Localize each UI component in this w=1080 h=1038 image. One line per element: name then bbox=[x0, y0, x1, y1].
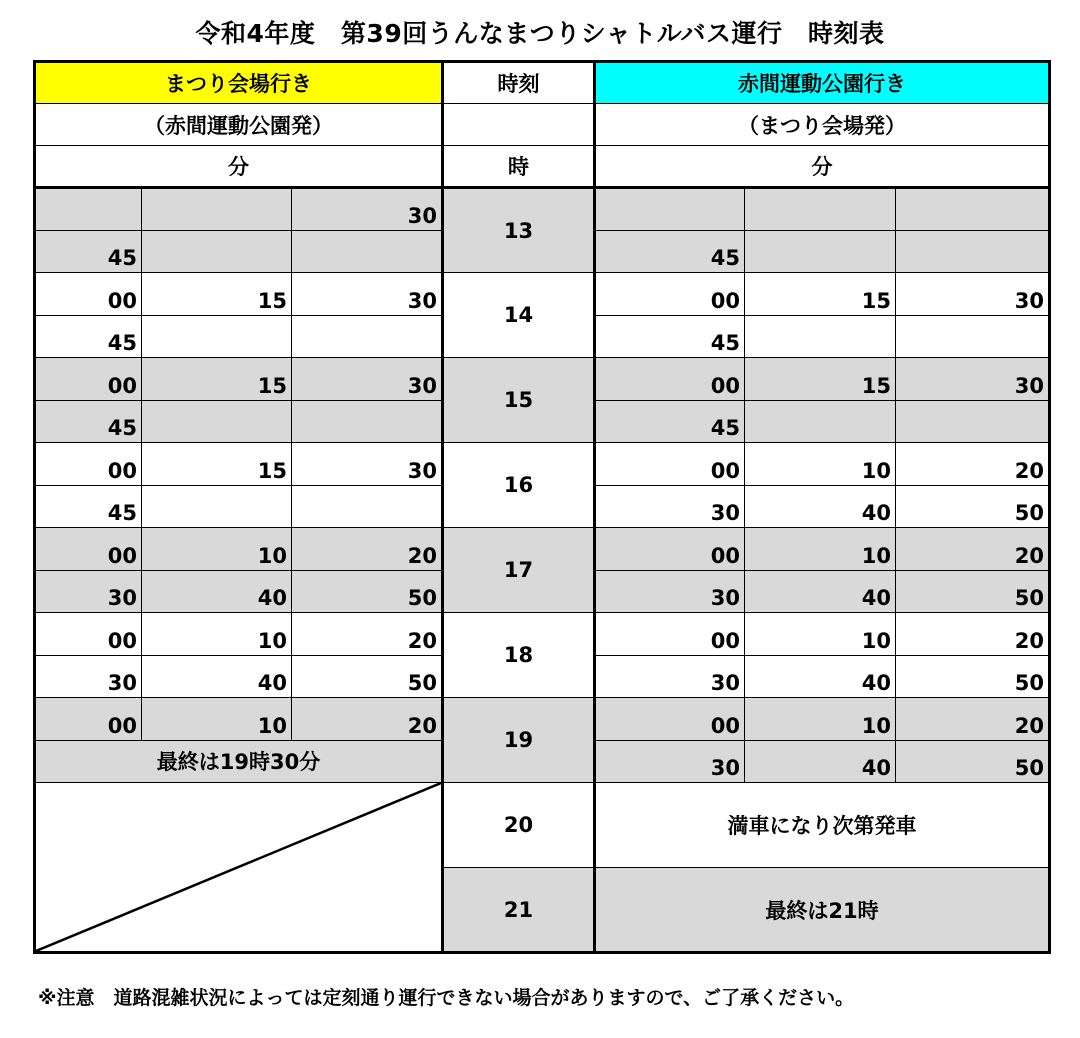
right-minute-cell: 40 bbox=[745, 570, 896, 613]
left-minute-cell bbox=[142, 230, 292, 273]
left-minute-cell: 30 bbox=[35, 570, 142, 613]
table-row bbox=[35, 613, 1050, 656]
left-minute-cell bbox=[142, 485, 292, 528]
header-right-minute: 分 bbox=[595, 146, 1050, 188]
left-minute-cell: 00 bbox=[35, 273, 142, 316]
right-minute-cell bbox=[745, 315, 896, 358]
right-minute-cell bbox=[896, 188, 1050, 231]
left-minute-cell: 10 bbox=[142, 528, 292, 571]
hour-cell: 13 bbox=[443, 188, 595, 273]
left-minute-cell: 30 bbox=[292, 358, 443, 401]
left-minute-cell bbox=[292, 230, 443, 273]
left-minute-cell: 20 bbox=[292, 528, 443, 571]
left-minute-cell bbox=[292, 485, 443, 528]
left-minute-cell: 10 bbox=[142, 613, 292, 656]
left-minute-cell bbox=[142, 315, 292, 358]
right-minute-cell: 45 bbox=[595, 400, 745, 443]
right-minute-cell: 30 bbox=[896, 273, 1050, 316]
right-minute-cell: 30 bbox=[595, 570, 745, 613]
left-minute-cell: 15 bbox=[142, 443, 292, 486]
left-minute-cell: 00 bbox=[35, 613, 142, 656]
left-minute-cell: 00 bbox=[35, 358, 142, 401]
header-hour: 時 bbox=[443, 146, 595, 188]
left-last-bus-note: 最終は19時30分 bbox=[35, 740, 443, 783]
left-minute-cell: 45 bbox=[35, 315, 142, 358]
left-minute-cell: 50 bbox=[292, 655, 443, 698]
table-row bbox=[35, 273, 1050, 316]
right-minute-cell: 20 bbox=[896, 613, 1050, 656]
header-left-origin: （赤間運動公園発） bbox=[35, 104, 443, 146]
table-row bbox=[35, 443, 1050, 486]
right-minute-cell: 50 bbox=[896, 570, 1050, 613]
left-minute-cell: 00 bbox=[35, 443, 142, 486]
hour-cell: 17 bbox=[443, 528, 595, 613]
right-minute-cell: 10 bbox=[745, 528, 896, 571]
page-title: 令和4年度 第39回うんなまつりシャトルバス運行 時刻表 bbox=[195, 19, 885, 48]
left-minute-cell: 20 bbox=[292, 613, 443, 656]
left-minute-cell bbox=[292, 315, 443, 358]
left-minute-cell: 10 bbox=[142, 698, 292, 741]
right-minute-cell: 30 bbox=[896, 358, 1050, 401]
right-minute-cell: 40 bbox=[745, 655, 896, 698]
left-minute-cell bbox=[35, 188, 142, 231]
right-minute-cell bbox=[745, 188, 896, 231]
right-minute-cell: 00 bbox=[595, 273, 745, 316]
right-minute-cell: 00 bbox=[595, 358, 745, 401]
right-minute-cell bbox=[896, 315, 1050, 358]
hour-cell: 18 bbox=[443, 613, 595, 698]
right-status-note: 最終は21時 bbox=[595, 868, 1050, 953]
header-right-destination: 赤間運動公園行き bbox=[595, 62, 1050, 104]
right-minute-cell: 45 bbox=[595, 230, 745, 273]
right-minute-cell: 00 bbox=[595, 698, 745, 741]
hour-cell: 14 bbox=[443, 273, 595, 358]
left-minute-cell: 30 bbox=[35, 655, 142, 698]
table-row bbox=[35, 698, 1050, 741]
right-minute-cell: 30 bbox=[595, 655, 745, 698]
right-minute-cell: 50 bbox=[896, 655, 1050, 698]
right-minute-cell: 20 bbox=[896, 698, 1050, 741]
header-time-blank bbox=[443, 104, 595, 146]
left-minute-cell: 20 bbox=[292, 698, 443, 741]
left-minute-cell bbox=[142, 188, 292, 231]
right-minute-cell: 15 bbox=[745, 273, 896, 316]
left-minute-cell: 00 bbox=[35, 698, 142, 741]
left-minute-cell: 30 bbox=[292, 273, 443, 316]
right-minute-cell bbox=[745, 230, 896, 273]
left-minute-cell: 40 bbox=[142, 570, 292, 613]
left-minute-cell: 30 bbox=[292, 188, 443, 231]
header-left-destination: まつり会場行き bbox=[35, 62, 443, 104]
right-minute-cell bbox=[595, 188, 745, 231]
right-minute-cell bbox=[896, 400, 1050, 443]
header-time: 時刻 bbox=[443, 62, 595, 104]
left-minute-cell: 15 bbox=[142, 273, 292, 316]
right-minute-cell: 30 bbox=[595, 485, 745, 528]
right-minute-cell: 10 bbox=[745, 443, 896, 486]
right-minute-cell: 00 bbox=[595, 528, 745, 571]
blank-diagonal-cell bbox=[35, 783, 443, 953]
left-minute-cell: 45 bbox=[35, 230, 142, 273]
header-right-origin: （まつり会場発） bbox=[595, 104, 1050, 146]
right-minute-cell: 40 bbox=[745, 485, 896, 528]
timetable bbox=[33, 60, 1051, 954]
left-minute-cell: 30 bbox=[292, 443, 443, 486]
footer-note: ※注意 道路混雑状況によっては定刻通り運行できない場合がありますので、ご了承ください。 bbox=[38, 987, 855, 1009]
left-minute-cell: 45 bbox=[35, 485, 142, 528]
left-minute-cell: 40 bbox=[142, 655, 292, 698]
right-minute-cell: 00 bbox=[595, 613, 745, 656]
hour-cell: 16 bbox=[443, 443, 595, 528]
right-minute-cell: 00 bbox=[595, 443, 745, 486]
right-minute-cell: 50 bbox=[896, 740, 1050, 783]
right-minute-cell: 45 bbox=[595, 315, 745, 358]
right-minute-cell: 10 bbox=[745, 698, 896, 741]
right-minute-cell: 10 bbox=[745, 613, 896, 656]
hour-cell: 15 bbox=[443, 358, 595, 443]
header-left-minute: 分 bbox=[35, 146, 443, 188]
left-minute-cell: 50 bbox=[292, 570, 443, 613]
hour-cell: 19 bbox=[443, 698, 595, 783]
right-minute-cell: 20 bbox=[896, 528, 1050, 571]
right-status-note: 満車になり次第発車 bbox=[595, 783, 1050, 868]
table-row bbox=[35, 358, 1050, 401]
right-minute-cell bbox=[745, 400, 896, 443]
diagonal-line bbox=[36, 783, 441, 951]
right-minute-cell: 50 bbox=[896, 485, 1050, 528]
left-minute-cell: 45 bbox=[35, 400, 142, 443]
hour-cell: 21 bbox=[443, 868, 595, 953]
table-row bbox=[35, 188, 1050, 231]
left-minute-cell bbox=[292, 400, 443, 443]
right-minute-cell bbox=[896, 230, 1050, 273]
right-minute-cell: 15 bbox=[745, 358, 896, 401]
right-minute-cell: 30 bbox=[595, 740, 745, 783]
table-row bbox=[35, 528, 1050, 571]
left-minute-cell: 00 bbox=[35, 528, 142, 571]
left-minute-cell: 15 bbox=[142, 358, 292, 401]
table-row bbox=[35, 783, 1050, 868]
right-minute-cell: 20 bbox=[896, 443, 1050, 486]
hour-cell: 20 bbox=[443, 783, 595, 868]
left-minute-cell bbox=[142, 400, 292, 443]
right-minute-cell: 40 bbox=[745, 740, 896, 783]
